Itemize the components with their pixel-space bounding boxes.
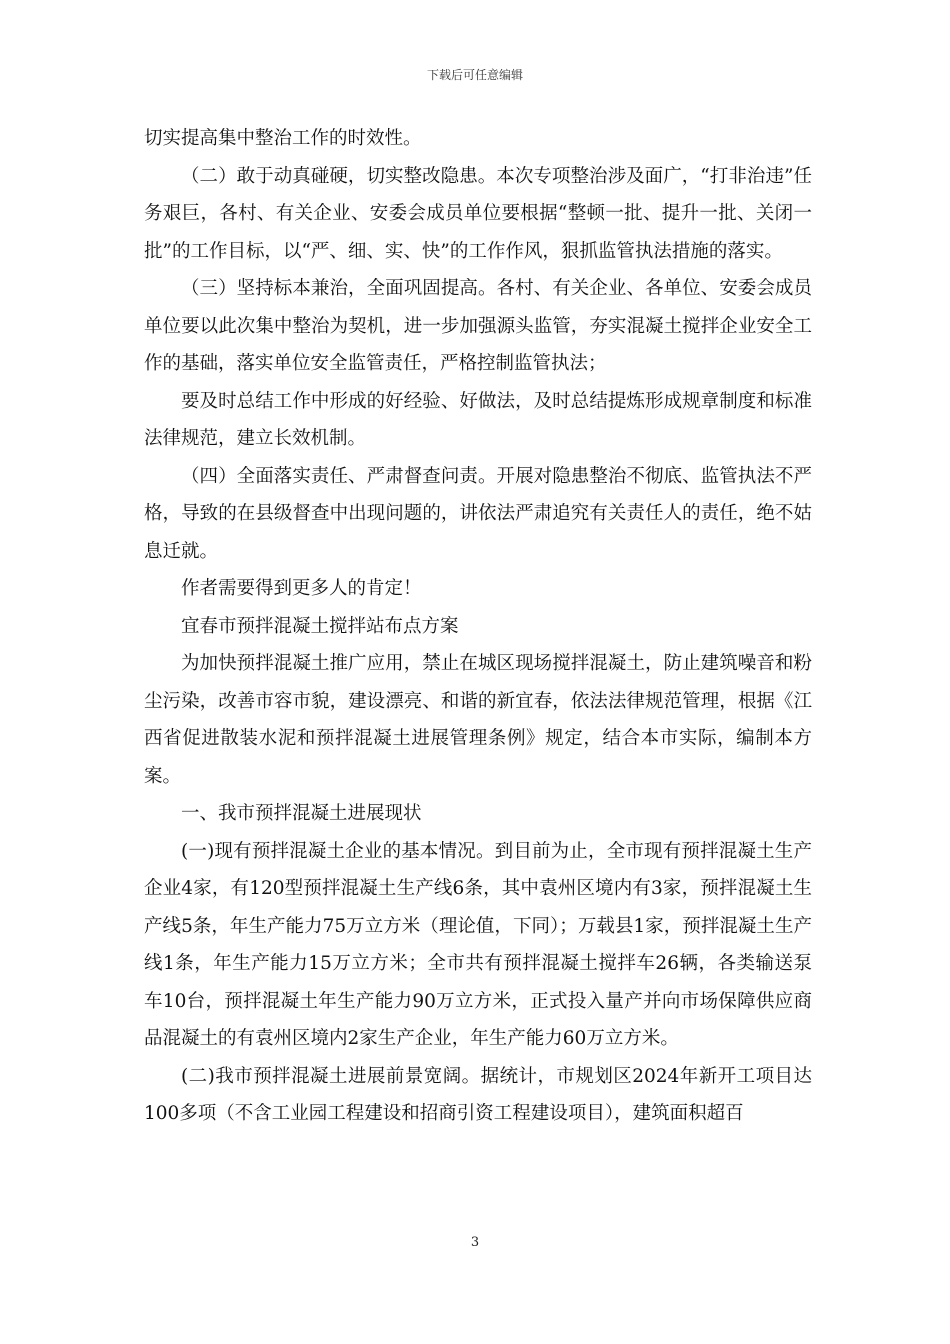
- paragraph: (一)现有预拌混凝土企业的基本情况。到目前为止，全市现有预拌混凝土生产企业4家，有120型预拌混凝土生产线6条，其中袁州区境内有3家，预拌混凝土生产线5条，年生产能力75万立方米（理论值，下同）；万载县1家，预拌混凝土生产线1条，年生产能力15万立方米；全市共有预拌混凝土搅拌车26辆，各类输送泵车10台，预拌混凝土年生产能力90万立方米，正式投入量产并向市场保障供应商品混凝土的有袁州区境内2家生产企业，年生产能力60万立方米。: [144, 840, 812, 1049]
- body-text: [144, 120, 812, 1133]
- paragraph: 宜春市预拌混凝土搅拌站布点方案: [181, 615, 459, 637]
- paragraph: 要及时总结工作中形成的好经验、好做法，及时总结提炼形成规章制度和标准法律规范，建立长效机制。: [144, 390, 812, 449]
- paragraph: （二）敢于动真碰硬，切实整改隐患。本次专项整治涉及面广，“打非治违”任务艰巨，各村、有关企业、安委会成员单位要根据“整顿一批、提升一批、关闭一批”的工作目标，以“严、细、实、快”的工作作风，狠抓监管执法措施的落实。: [144, 165, 812, 262]
- paragraph: (二)我市预拌混凝土进展前景宽阔。据统计，市规划区2024年新开工项目达100多项（不含工业园工程建设和招商引资工程建设项目），建筑面积超百: [144, 1065, 812, 1124]
- paragraph: 为加快预拌混凝土推广应用，禁止在城区现场搅拌混凝土，防止建筑噪音和粉尘污染，改善市容市貌，建设漂亮、和谐的新宜春，依法法律规范管理，根据《江西省促进散装水泥和预拌混凝土进展管理条例》规定，结合本市实际，编制本方案。: [144, 653, 812, 787]
- page-number: 3: [470, 1235, 480, 1250]
- paragraph: 作者需要得到更多人的肯定！: [181, 578, 422, 599]
- paragraph: 切实提高集中整治工作的时效性。: [144, 128, 422, 149]
- paragraph: 一、我市预拌混凝土进展现状: [181, 803, 422, 824]
- page-header: 下载后可任意编辑: [426, 68, 523, 82]
- paragraph: （四）全面落实责任、严肃督查问责。开展对隐患整治不彻底、监管执法不严格，导致的在县级督查中出现问题的，讲依法严肃追究有关责任人的责任，绝不姑息迁就。: [144, 465, 812, 562]
- paragraph: （三）坚持标本兼治，全面巩固提高。各村、有关企业、各单位、安委会成员单位要以此次集中整治为契机，进一步加强源头监管，夯实混凝土搅拌企业安全工作的基础，落实单位安全监管责任，严格控制监管执法；: [144, 278, 812, 374]
